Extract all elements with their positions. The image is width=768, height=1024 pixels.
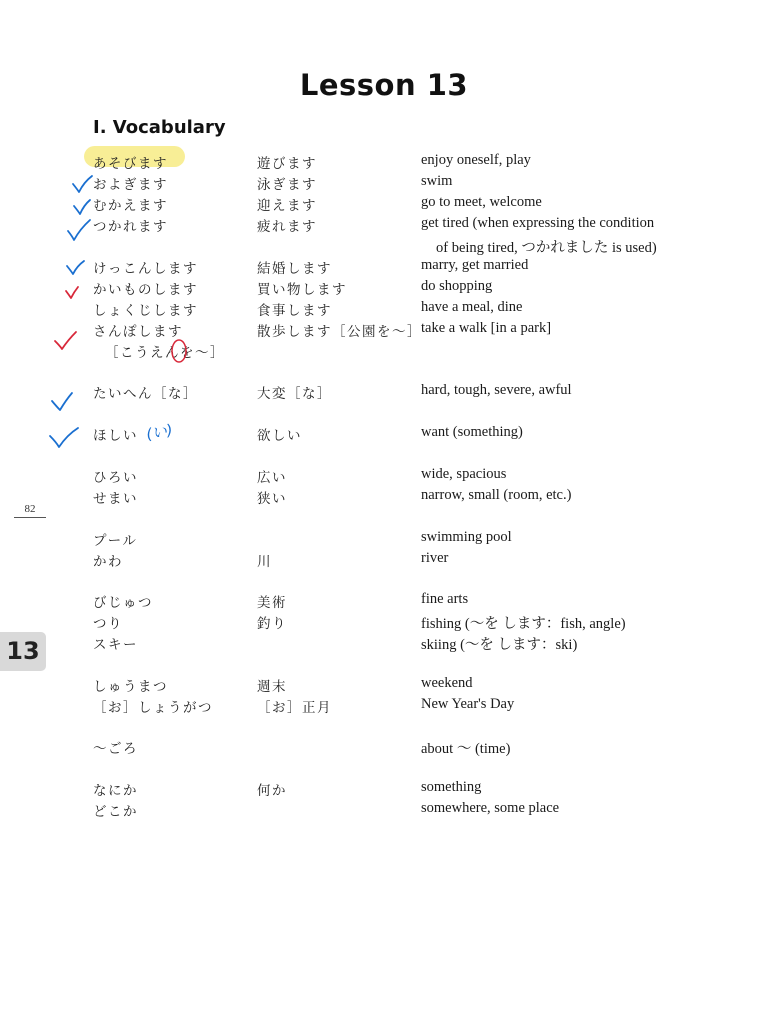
vocab-kana: あそびます: [93, 156, 168, 172]
page-number-rule: [14, 517, 46, 518]
vocab-kana: かわ: [93, 554, 123, 570]
vocab-kanji: 週末: [257, 679, 287, 695]
vocab-kana: つり: [93, 616, 123, 632]
vocab-kanji: 結婚します: [257, 261, 332, 277]
vocab-row: [0, 257, 768, 278]
vocab-english: about ～ (time): [421, 741, 511, 757]
vocab-kanji: ［お］正月: [257, 700, 332, 716]
vocab-kana: ひろい: [93, 470, 138, 486]
vocab-english: hard, tough, severe, awful: [421, 382, 572, 398]
vocab-kanji: 遊びます: [257, 156, 317, 172]
vocab-kana: どこか: [93, 804, 138, 820]
vocab-kanji: 疲れます: [257, 219, 317, 235]
vocab-kanji: 美術: [257, 595, 287, 611]
vocab-english: take a walk [in a park]: [421, 320, 552, 336]
vocab-kana: ［お］しょうがつ: [93, 700, 213, 716]
vocab-kana: ほしい: [93, 428, 138, 444]
vocab-row: [0, 152, 768, 173]
vocab-english: fishing (～を します：fish, angle): [421, 616, 626, 632]
vocab-kanji: 大変［な］: [257, 386, 332, 402]
vocab-english: somewhere, some place: [421, 800, 560, 816]
vocab-english: narrow, small (room, etc.): [421, 487, 572, 503]
vocab-kana-continuation: ［こうえんを～］: [105, 345, 225, 361]
vocab-row: [0, 320, 768, 341]
handwritten-note: (い): [144, 420, 175, 444]
vocab-kanji: 川: [257, 554, 272, 570]
vocab-kanji: 釣り: [257, 616, 287, 632]
vocab-kana: プール: [93, 533, 138, 549]
vocab-row: [0, 550, 768, 571]
vocab-english: do shopping: [421, 278, 493, 294]
vocab-row: [0, 529, 768, 550]
vocab-row: [0, 779, 768, 800]
page-title: Lesson 13: [299, 68, 469, 102]
vocab-english: fine arts: [421, 591, 469, 607]
vocab-kana: むかえます: [93, 198, 168, 214]
vocab-english-continuation: of being tired, つかれました is used): [436, 240, 657, 256]
vocab-english: skiing (～を します：ski): [421, 637, 578, 653]
vocab-kana: さんぽします: [93, 324, 183, 340]
vocab-kana: しゅうまつ: [93, 679, 168, 695]
vocab-kanji: 迎えます: [257, 198, 317, 214]
vocab-row: [0, 382, 768, 403]
vocab-row: [0, 696, 768, 717]
chapter-tab: 13: [0, 632, 46, 671]
vocab-english: go to meet, welcome: [421, 194, 542, 210]
vocab-kanji: 食事します: [257, 303, 332, 319]
vocab-row: [0, 633, 768, 654]
vocab-kana: せまい: [93, 491, 138, 507]
vocab-kanji: 何か: [257, 783, 287, 799]
vocab-row: [0, 737, 768, 758]
vocab-english: swimming pool: [421, 529, 512, 545]
vocab-kana: かいものします: [93, 282, 198, 298]
vocab-row: [0, 466, 768, 487]
vocab-kana: ～ごろ: [93, 741, 138, 757]
section-heading: I. Vocabulary: [93, 117, 226, 138]
vocab-english: river: [421, 550, 449, 566]
vocab-english: enjoy oneself, play: [421, 152, 531, 168]
vocab-kana: スキー: [93, 637, 138, 653]
vocab-row: [0, 299, 768, 320]
vocab-kana: びじゅつ: [93, 595, 153, 611]
vocab-english: New Year's Day: [421, 696, 515, 712]
vocab-english: weekend: [421, 675, 473, 691]
vocab-kanji: 泳ぎます: [257, 177, 317, 193]
vocab-row: [0, 800, 768, 821]
vocab-kanji: 散歩します［公園を～］: [257, 324, 422, 340]
vocab-english: get tired (when expressing the condition: [421, 215, 655, 231]
vocab-kana: けっこんします: [93, 261, 198, 277]
vocab-english: have a meal, dine: [421, 299, 523, 315]
vocab-kana: およぎます: [93, 177, 168, 193]
vocab-row: [0, 675, 768, 696]
vocab-row: [0, 591, 768, 612]
vocab-row: [0, 424, 768, 445]
vocab-row-continuation: [0, 341, 768, 362]
vocab-kanji: 広い: [257, 470, 287, 486]
vocab-kana: たいへん［な］: [93, 386, 198, 402]
vocab-english: wide, spacious: [421, 466, 507, 482]
vocab-english: something: [421, 779, 482, 795]
vocab-english: swim: [421, 173, 453, 189]
vocab-kana: しょくじします: [93, 303, 198, 319]
vocab-kanji: 買い物します: [257, 282, 347, 298]
vocab-row: [0, 612, 768, 633]
vocab-row: [0, 173, 768, 194]
vocab-kanji: 狭い: [257, 491, 287, 507]
vocab-row-continuation: [0, 236, 768, 257]
page-number: 82: [24, 503, 36, 515]
vocab-kanji: 欲しい: [257, 428, 302, 444]
vocab-kana: つかれます: [93, 219, 168, 235]
vocab-row: [0, 278, 768, 299]
vocab-row: [0, 215, 768, 236]
vocab-row: [0, 194, 768, 215]
vocab-kana: なにか: [93, 783, 138, 799]
vocab-row: [0, 487, 768, 508]
vocab-english: want (something): [421, 424, 523, 440]
vocab-english: marry, get married: [421, 257, 529, 273]
